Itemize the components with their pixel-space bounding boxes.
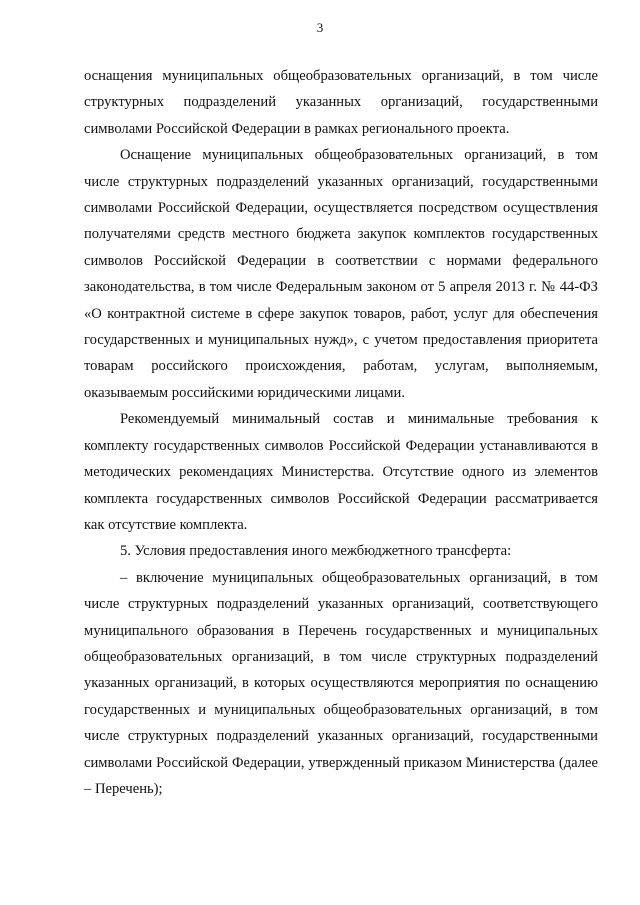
paragraph-continuation: оснащения муниципальных общеобразовательных организаций, в том числе структурных подразделений указанных организаций, государственными символами Российской Федерации в рамках регионального проекта. (84, 68, 598, 137)
page-number: 3 (316, 20, 324, 35)
document-body (84, 63, 598, 802)
paragraph-recommended-set: Рекомендуемый минимальный состав и минимальные требования к комплекту государственных символов Российской Федерации устанавливаются в методических рекомендациях Министерства. Отсутствие одного из элементов комплекта государственных символов Российской Федерации рассматривается как отсутствие комплекта. (84, 411, 598, 533)
paragraph-equipping-procedure: Оснащение муниципальных общеобразовательных организаций, в том числе структурных подразделений указанных организаций, государственными символами Российской Федерации, осуществляется посредством осуществления получателями средств местного бюджета закупок комплектов государственных символов Российской Федерации в соответствии с нормами федерального законодательства, в том числе Федеральным законом от 5 апреля 2013 г. № 44-ФЗ «О контрактной системе в сфере закупок товаров, работ, услуг для обеспечения государственных и муниципальных нужд», с учетом предоставления приоритета товарам российского происхождения, работам, услугам, выполняемым, оказываемым российскими юридическими лицами. (84, 147, 598, 401)
list-item-condition: – включение муниципальных общеобразовательных организаций, в том числе структурных подразделений указанных организаций, соответствующего муниципального образования в Перечень государственных и муниципальных общеобразовательных организаций, в том числе структурных подразделений указанных организаций, в которых осуществляются мероприятия по оснащению государственных и муниципальных общеобразовательных организаций, в том числе структурных подразделений указанных организаций, государственными символами Российской Федерации, утвержденный приказом Министерства (далее – Перечень); (84, 569, 598, 797)
section-heading-conditions: 5. Условия предоставления иного межбюджетного трансферта: (120, 543, 512, 560)
